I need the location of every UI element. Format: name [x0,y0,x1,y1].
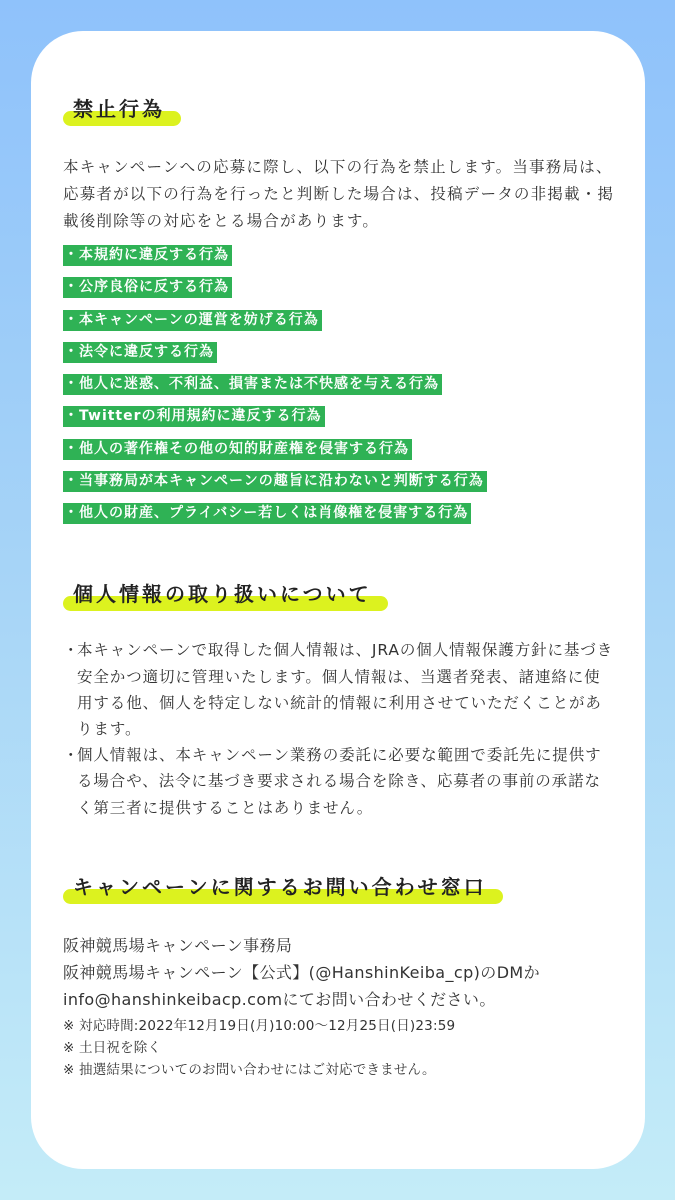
contact-line: 阪神競馬場キャンペーン【公式】(@HanshinKeiba_cp)のDMか [63,962,541,982]
prohibited-act-item: ・Twitterの利用規約に違反する行為 [63,406,325,427]
prohibited-act-item: ・他人に迷惑、不利益、損害または不快感を与える行為 [63,374,442,395]
contact-note: ※ 土日祝を除く [63,1039,162,1056]
contact-note: ※ 対応時間:2022年12月19日(月)10:00～12月25日(日)23:59 [63,1017,456,1034]
prohibited-act-item: ・他人の財産、プライバシー若しくは肖像権を侵害する行為 [63,503,471,524]
privacy-bullet [63,742,615,821]
contact-info [63,932,615,1013]
contact-section [63,871,615,1081]
contact-notes [63,1015,615,1081]
content-card [31,31,645,1169]
bullet-dot: ・ [63,746,80,765]
prohibited-act-item: ・当事務局が本キャンペーンの趣旨に沿わないと判断する行為 [63,471,487,492]
contact-note: ※ 抽選結果についてのお問い合わせにはご対応できません。 [63,1061,436,1078]
prohibited-act-item: ・公序良俗に反する行為 [63,277,232,298]
prohibited-acts-section [63,93,615,524]
privacy-heading: 個人情報の取り扱いについて [63,578,382,611]
privacy-section [63,578,615,820]
prohibited-act-item: ・他人の著作権その他の知的財産権を侵害する行為 [63,439,412,460]
privacy-bullet-text: 個人情報は、本キャンペーン業務の委託に必要な範囲で委託先に提供する場合や、法令に基づき要求される場合を除き、応募者の事前の承諾なく第三者に提供することはありません。 [77,746,602,817]
prohibited-acts-list [63,245,615,524]
contact-line: 阪神競馬場キャンペーン事務局 [63,935,293,955]
privacy-bullet [63,637,615,742]
prohibited-acts-heading: 禁止行為 [63,93,175,126]
contact-heading: キャンペーンに関するお問い合わせ窓口 [63,871,497,904]
prohibited-act-item: ・本キャンペーンの運営を妨げる行為 [63,310,322,331]
contact-line: info@hanshinkeibacp.comにてお問い合わせください。 [63,989,496,1009]
privacy-bullet-list [63,637,615,820]
prohibited-act-item: ・法令に違反する行為 [63,342,217,363]
privacy-bullet-text: 本キャンペーンで取得した個人情報は、JRAの個人情報保護方針に基づき安全かつ適切に管理いたします。個人情報は、当選者発表、諸連絡に使用する他、個人を特定しない統計的情報に利用させていただくことがあります。 [77,641,614,738]
prohibited-act-item: ・本規約に違反する行為 [63,245,232,266]
prohibited-acts-paragraph: 本キャンペーンへの応募に際し、以下の行為を禁止します。当事務局は、応募者が以下の行為を行ったと判断した場合は、投稿データの非掲載・掲載後削除等の対応をとる場合があります。 [63,158,615,230]
bullet-dot: ・ [63,641,80,660]
